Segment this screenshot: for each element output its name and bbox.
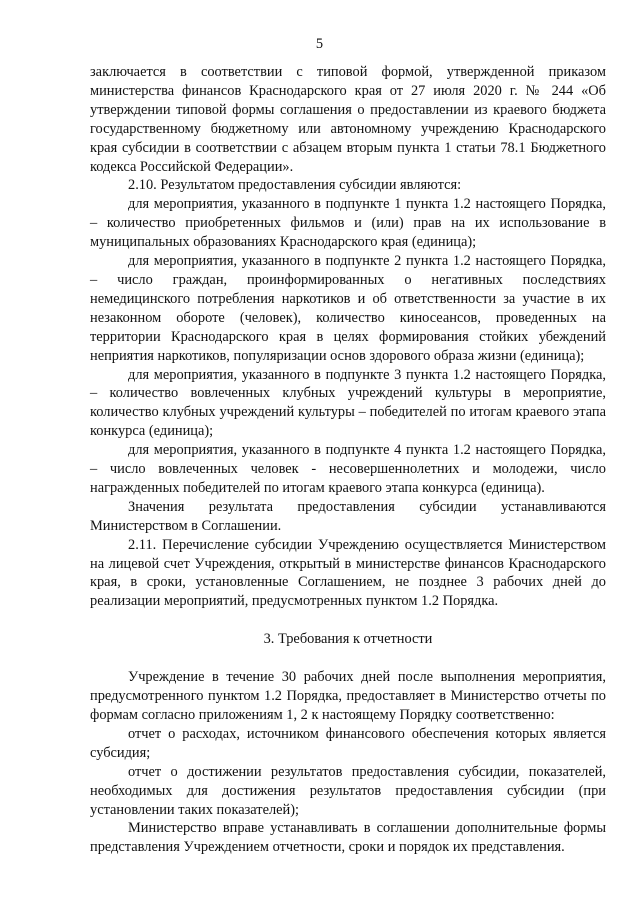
paragraph-reporting: Учреждение в течение 30 рабочих дней после выполнения мероприятия, предусмотренного пунктом 1.2 Порядка, предоставляет в Министерство отчеты по формам согласно приложениям 1, 2 к настоящему Порядку соответственно:	[90, 669, 606, 723]
paragraph-2-11: 2.11. Перечисление субсидии Учреждению осуществляется Министерством на лицевой счет Учреждения, открытый в министерстве финансов Краснодарского края, в сроки, установленные Соглашением, не позднее 3 рабочих дней до реализации мероприятий, предусмотренных пунктом 1.2 Порядка.	[90, 536, 606, 610]
paragraph-intro: заключается в соответствии с типовой формой, утвержденной приказом министерства финансов Краснодарского края от 27 июля 2020 г. № 244 «Об утверждении типовой формы соглашения о предоставлении из краевого бюджета государственному бюджетному или автономному учреждению Краснодарского края субсидии в соответствии с абзацем вторым пункта 1 статьи 78.1 Бюджетного кодекса Российской Федерации».	[90, 64, 606, 175]
paragraph-measure-1: для мероприятия, указанного в подпункте 1 пункта 1.2 настоящего Порядка, – количество приобретенных фильмов и (или) прав на их использование в муниципальных образованиях Краснодарского края (единица);	[90, 196, 606, 251]
paragraph-2-10: 2.10. Результатом предоставления субсидии являются:	[128, 177, 462, 194]
page-number: 5	[315, 36, 324, 52]
paragraph-additional-forms: Министерство вправе устанавливать в соглашении дополнительные формы представления Учреждением отчетности, сроки и порядок их представления.	[90, 820, 606, 856]
document-body	[90, 63, 606, 857]
paragraph-report-results: отчет о достижении результатов предоставления субсидии, показателей, необходимых для достижения результатов предоставления субсидии (при установлении таких показателей);	[90, 763, 606, 818]
paragraph-result-values: Значения результата предоставления субсидии устанавливаются Министерством в Соглашении.	[90, 498, 606, 534]
paragraph-report-expenses: отчет о расходах, источником финансового обеспечения которых является субсидия;	[90, 725, 606, 761]
paragraph-measure-2: для мероприятия, указанного в подпункте 2 пункта 1.2 настоящего Порядка, – число граждан, проинформированных о негативных последствиях немедицинского потребления наркотиков и об ответственности за участие в их незаконном обороте (человек), количество киносеансов, проведенных на территории Краснодарского края в целях формирования стойких убеждений неприятия наркотиков, популяризации основ здорового образа жизни (единица);	[90, 253, 606, 364]
paragraph-measure-3: для мероприятия, указанного в подпункте 3 пункта 1.2 настоящего Порядка, – количество вовлеченных клубных учреждений культуры в мероприятие, количество клубных учреждений культуры – победителей по итогам краевого этапа конкурса (единица);	[90, 366, 606, 440]
section-heading: 3. Требования к отчетности	[263, 631, 433, 648]
paragraph-measure-4: для мероприятия, указанного в подпункте 4 пункта 1.2 настоящего Порядка, – число вовлеченных человек - несовершеннолетних и молодежи, число награжденных победителей по итогам краевого этапа конкурса (единица).	[90, 442, 606, 496]
